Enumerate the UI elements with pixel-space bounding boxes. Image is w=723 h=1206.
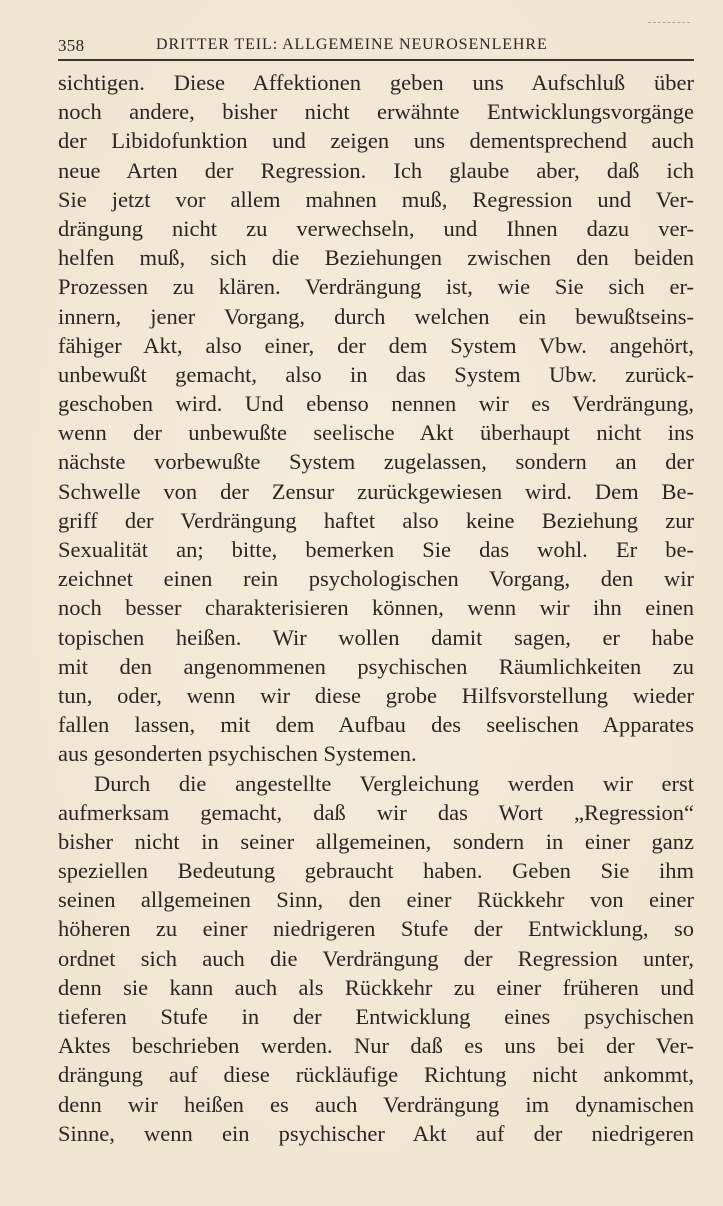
text-line: Sinne, wenn ein psychischer Akt auf der niedrigeren <box>58 1120 694 1146</box>
text-line: neue Arten der Regression. Ich glaube aber, daß ich <box>58 157 694 183</box>
text-line: Sexualität an; bitte, bemerken Sie das wohl. Er be- <box>58 537 694 562</box>
text-line: mit den angenommenen psychischen Räumlichkeiten zu <box>58 653 694 679</box>
text-line: Aktes beschrieben werden. Nur daß es uns bei der Ver- <box>58 1033 694 1059</box>
page-corner-mark <box>648 22 690 24</box>
running-title: DRITTER TEIL: ALLGEMEINE NEUROSENLEHRE <box>156 36 548 53</box>
text-line: zeichnet einen rein psychologischen Vorgang, den wir <box>58 566 694 592</box>
text-line: speziellen Bedeutung gebraucht haben. Geben Sie ihm <box>58 858 694 884</box>
text-line: Sie jetzt vor allem mahnen muß, Regression und Ver- <box>58 186 694 212</box>
text-line: bisher nicht in seiner allgemeinen, sondern in einer ganz <box>58 828 694 854</box>
paragraph-end-line: aus gesonderten psychischen Systemen. <box>58 741 417 767</box>
text-line: nächste vorbewußte System zugelassen, sondern an der <box>58 449 694 475</box>
text-line: seinen allgemeinen Sinn, den einer Rückkehr von einer <box>58 887 694 913</box>
text-line: innern, jener Vorgang, durch welchen ein bewußtseins- <box>58 303 694 329</box>
page-number: 358 <box>58 36 85 55</box>
text-line: ordnet sich auch die Verdrängung der Regression unter, <box>58 945 694 971</box>
text-line: drängung auf diese rückläufige Richtung nicht ankommt, <box>58 1062 694 1088</box>
text-line: tieferen Stufe in der Entwicklung eines psychischen <box>58 1004 694 1029</box>
text-line: aufmerksam gemacht, daß wir das Wort „Regression“ <box>58 799 694 825</box>
text-line: unbewußt gemacht, also in das System Ubw. zurück- <box>58 361 694 387</box>
text-line: höheren zu einer niedrigeren Stufe der Entwicklung, so <box>58 916 694 942</box>
text-line: Schwelle von der Zensur zurückgewiesen wird. Dem Be- <box>58 478 694 504</box>
text-line: noch andere, bisher nicht erwähnte Entwicklungsvorgänge <box>58 99 694 125</box>
paragraph-start-line: Durch die angestellte Vergleichung werden wir erst <box>94 770 694 796</box>
header-rule <box>58 59 694 61</box>
text-line: wenn der unbewußte seelische Akt überhaupt nicht ins <box>58 420 694 446</box>
body-text <box>58 68 694 1148</box>
text-line: tun, oder, wenn wir diese grobe Hilfsvorstellung wieder <box>58 682 694 708</box>
text-line: Prozessen zu klären. Verdrängung ist, wie Sie sich er- <box>58 274 694 300</box>
text-line: topischen heißen. Wir wollen damit sagen, er habe <box>58 624 694 650</box>
text-line: noch besser charakterisieren können, wenn wir ihn einen <box>58 595 694 621</box>
text-line: der Libidofunktion und zeigen uns dementsprechend auch <box>58 128 694 154</box>
text-line: geschoben wird. Und ebenso nennen wir es Verdrängung, <box>58 391 694 417</box>
text-line: fähiger Akt, also einer, der dem System Vbw. angehört, <box>58 332 694 358</box>
page-header <box>58 34 694 56</box>
text-line: denn sie kann auch als Rückkehr zu einer früheren und <box>58 974 694 1000</box>
text-line: drängung nicht zu verwechseln, und Ihnen dazu ver- <box>58 215 694 241</box>
text-line: sichtigen. Diese Affektionen geben uns Aufschluß über <box>58 70 694 95</box>
text-line: helfen muß, sich die Beziehungen zwischen den beiden <box>58 245 694 271</box>
text-line: fallen lassen, mit dem Aufbau des seelischen Apparates <box>58 712 694 738</box>
text-line: denn wir heißen es auch Verdrängung im dynamischen <box>58 1091 694 1117</box>
text-line: griff der Verdrängung haftet also keine Beziehung zur <box>58 507 694 533</box>
